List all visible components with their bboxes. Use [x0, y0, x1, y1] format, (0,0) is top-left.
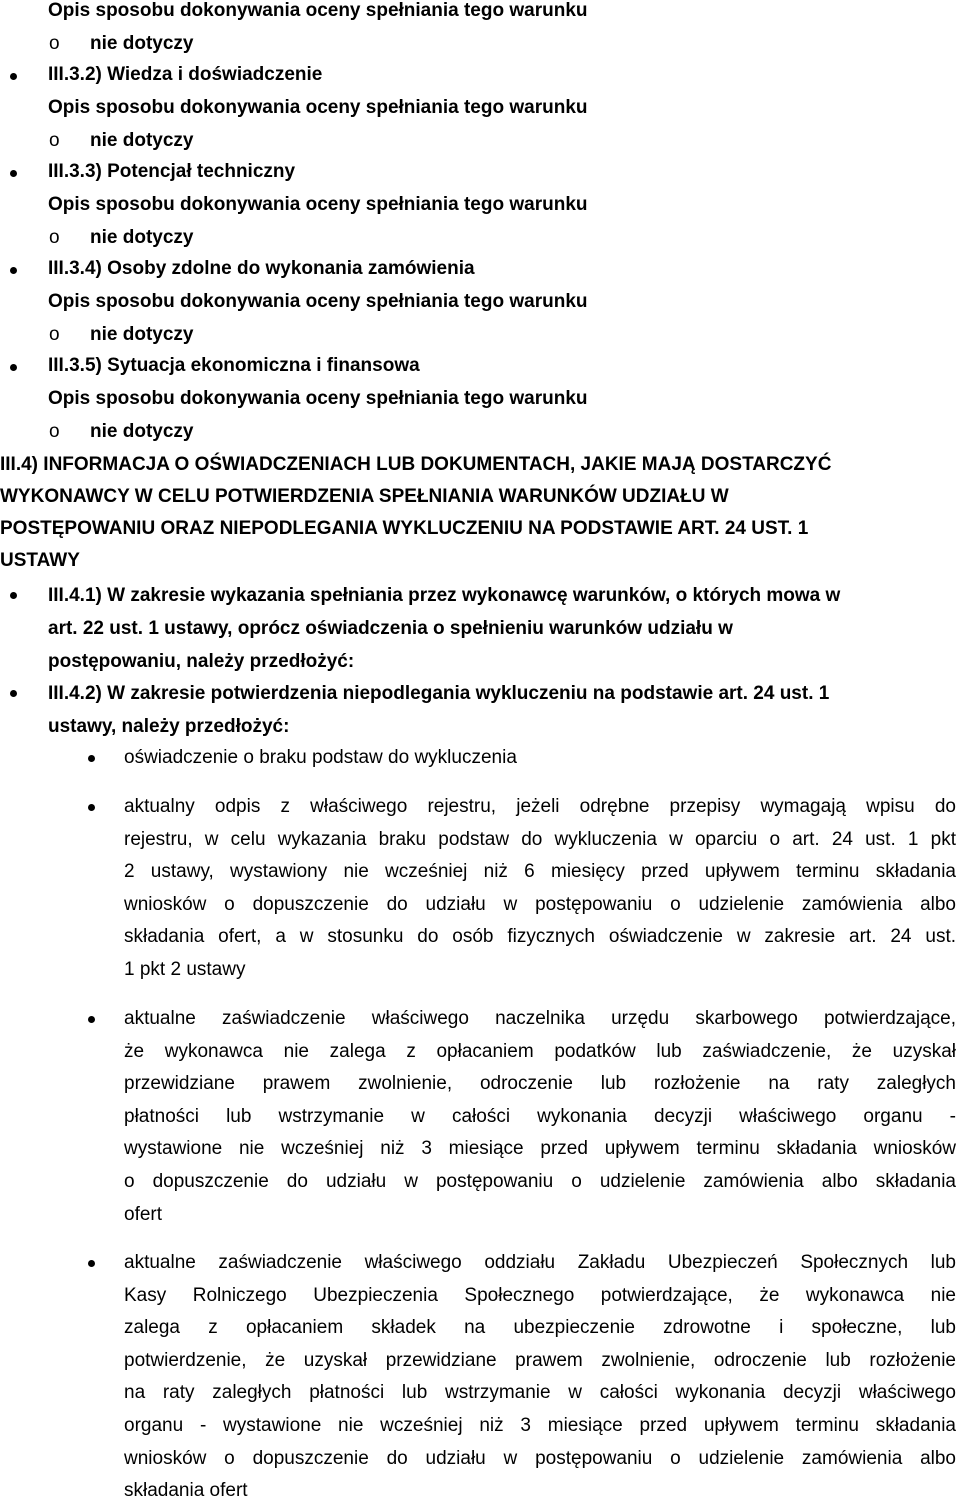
document-line: Kasy Rolniczego Ubezpieczenia Społecznego potwierdzające, że wykonawca nie [124, 1284, 956, 1306]
subsection-title-line: postępowaniu, należy przedłożyć: [48, 651, 355, 672]
na-marker: o [49, 421, 60, 442]
document-line: 1 pkt 2 ustawy [124, 958, 246, 980]
bullet-icon [10, 73, 17, 80]
criterion-value: nie dotyczy [90, 33, 194, 54]
document-item [124, 791, 956, 987]
document-line: składania ofert [124, 1480, 248, 1502]
document-line: wniosków o dopuszczenie do udziału w postępowaniu o udzielenie zamówienia albo [124, 1447, 956, 1469]
bullet-icon [10, 267, 17, 274]
section-title-line: USTAWY [0, 550, 80, 571]
document-line: aktualny odpis z właściwego rejestru, jeżeli odrębne przepisy wymagają wpisu do [124, 796, 956, 817]
bullet-icon [88, 1260, 95, 1267]
section-title-line: III.4) INFORMACJA O OŚWIADCZENIACH LUB DOKUMENTACH, JAKIE MAJĄ DOSTARCZYĆ [0, 454, 832, 475]
na-marker: o [49, 130, 60, 151]
document-line: potwierdzenie, że uzyskał przewidziane prawem zwolnienie, odroczenie lub rozłożenie [124, 1349, 956, 1371]
criterion-description: Opis sposobu dokonywania oceny spełniania tego warunku [48, 0, 588, 21]
section-title-line: POSTĘPOWANIU ORAZ NIEPODLEGANIA WYKLUCZENIU NA PODSTAWIE ART. 24 UST. 1 [0, 518, 809, 539]
bullet-icon [88, 804, 95, 811]
document-line: wniosków o dopuszczenie do udziału w postępowaniu o udzielenie zamówienia albo [124, 893, 956, 915]
bullet-icon [10, 170, 17, 177]
document-line: zalega z opłacaniem składek na ubezpieczenie zdrowotne i społeczne, lub [124, 1317, 956, 1339]
subsection-title-line: III.4.2) W zakresie potwierdzenia niepodlegania wykluczeniu na podstawie art. 24 ust. 1 [48, 683, 830, 704]
document-line: o dopuszczenie do udziału w postępowaniu o udzielenie zamówienia albo składania [124, 1170, 956, 1192]
document-line: 2 ustawy, wystawiony nie wcześniej niż 6 miesięcy przed upływem terminu składania [124, 861, 956, 883]
document-line: aktualne zaświadczenie właściwego oddziału Zakładu Ubezpieczeń Społecznych lub [124, 1252, 956, 1273]
criterion-value: nie dotyczy [90, 421, 194, 442]
document-line: ofert [124, 1203, 163, 1225]
criterion-title: III.3.5) Sytuacja ekonomiczna i finansowa [48, 355, 420, 376]
document-item [124, 1003, 956, 1231]
criterion-description: Opis sposobu dokonywania oceny spełniania tego warunku [48, 388, 588, 409]
criterion-description: Opis sposobu dokonywania oceny spełniania tego warunku [48, 194, 588, 215]
na-marker: o [49, 33, 60, 54]
document-line: płatności lub wstrzymanie w całości wykonania decyzji właściwego organu - [124, 1105, 956, 1127]
bullet-icon [10, 690, 17, 697]
criterion-title: III.3.2) Wiedza i doświadczenie [48, 64, 323, 85]
bullet-icon [10, 364, 17, 371]
document-item [124, 742, 956, 775]
bullet-icon [88, 755, 95, 762]
subsection-title-line: III.4.1) W zakresie wykazania spełniania przez wykonawcę warunków, o których mowa w [48, 585, 841, 606]
na-marker: o [49, 324, 60, 345]
bullet-icon [10, 592, 17, 599]
criterion-description: Opis sposobu dokonywania oceny spełniania tego warunku [48, 97, 588, 118]
document-line: że wykonawca nie zalega z opłacaniem podatków lub zaświadczenie, że uzyskał [124, 1040, 956, 1062]
document-line: aktualne zaświadczenie właściwego naczelnika urzędu skarbowego potwierdzające, [124, 1008, 956, 1029]
document-line: oświadczenie o braku podstaw do wykluczenia [124, 747, 517, 768]
document-line: składania ofert, a w stosunku do osób fizycznych oświadczenie w zakresie art. 24 ust. [124, 926, 956, 948]
subsection-title-line: ustawy, należy przedłożyć: [48, 716, 290, 737]
document-line: na raty zaległych płatności lub wstrzymanie w całości wykonania decyzji właściwego [124, 1382, 956, 1404]
criterion-title: III.3.4) Osoby zdolne do wykonania zamówienia [48, 258, 475, 279]
document-line: przewidziane prawem zwolnienie, odroczenie lub rozłożenie na raty zaległych [124, 1073, 956, 1095]
criterion-value: nie dotyczy [90, 130, 194, 151]
criterion-title: III.3.3) Potencjał techniczny [48, 161, 296, 182]
criterion-value: nie dotyczy [90, 227, 194, 248]
document-line: rejestru, w celu wykazania braku podstaw do wykluczenia w oparciu o art. 24 ust. 1 pkt [124, 828, 956, 850]
document-item [124, 1247, 956, 1508]
bullet-icon [88, 1016, 95, 1023]
na-marker: o [49, 227, 60, 248]
document-line: wystawione nie wcześniej niż 3 miesiące przed upływem terminu składania wniosków [124, 1138, 956, 1160]
section-title-line: WYKONAWCY W CELU POTWIERDZENIA SPEŁNIANIA WARUNKÓW UDZIAŁU W [0, 486, 729, 507]
criterion-value: nie dotyczy [90, 324, 194, 345]
subsection-title-line: art. 22 ust. 1 ustawy, oprócz oświadczenia o spełnieniu warunków udziału w [48, 618, 733, 639]
document-line: organu - wystawione nie wcześniej niż 3 miesiące przed upływem terminu składania [124, 1414, 956, 1436]
criterion-description: Opis sposobu dokonywania oceny spełniania tego warunku [48, 291, 588, 312]
